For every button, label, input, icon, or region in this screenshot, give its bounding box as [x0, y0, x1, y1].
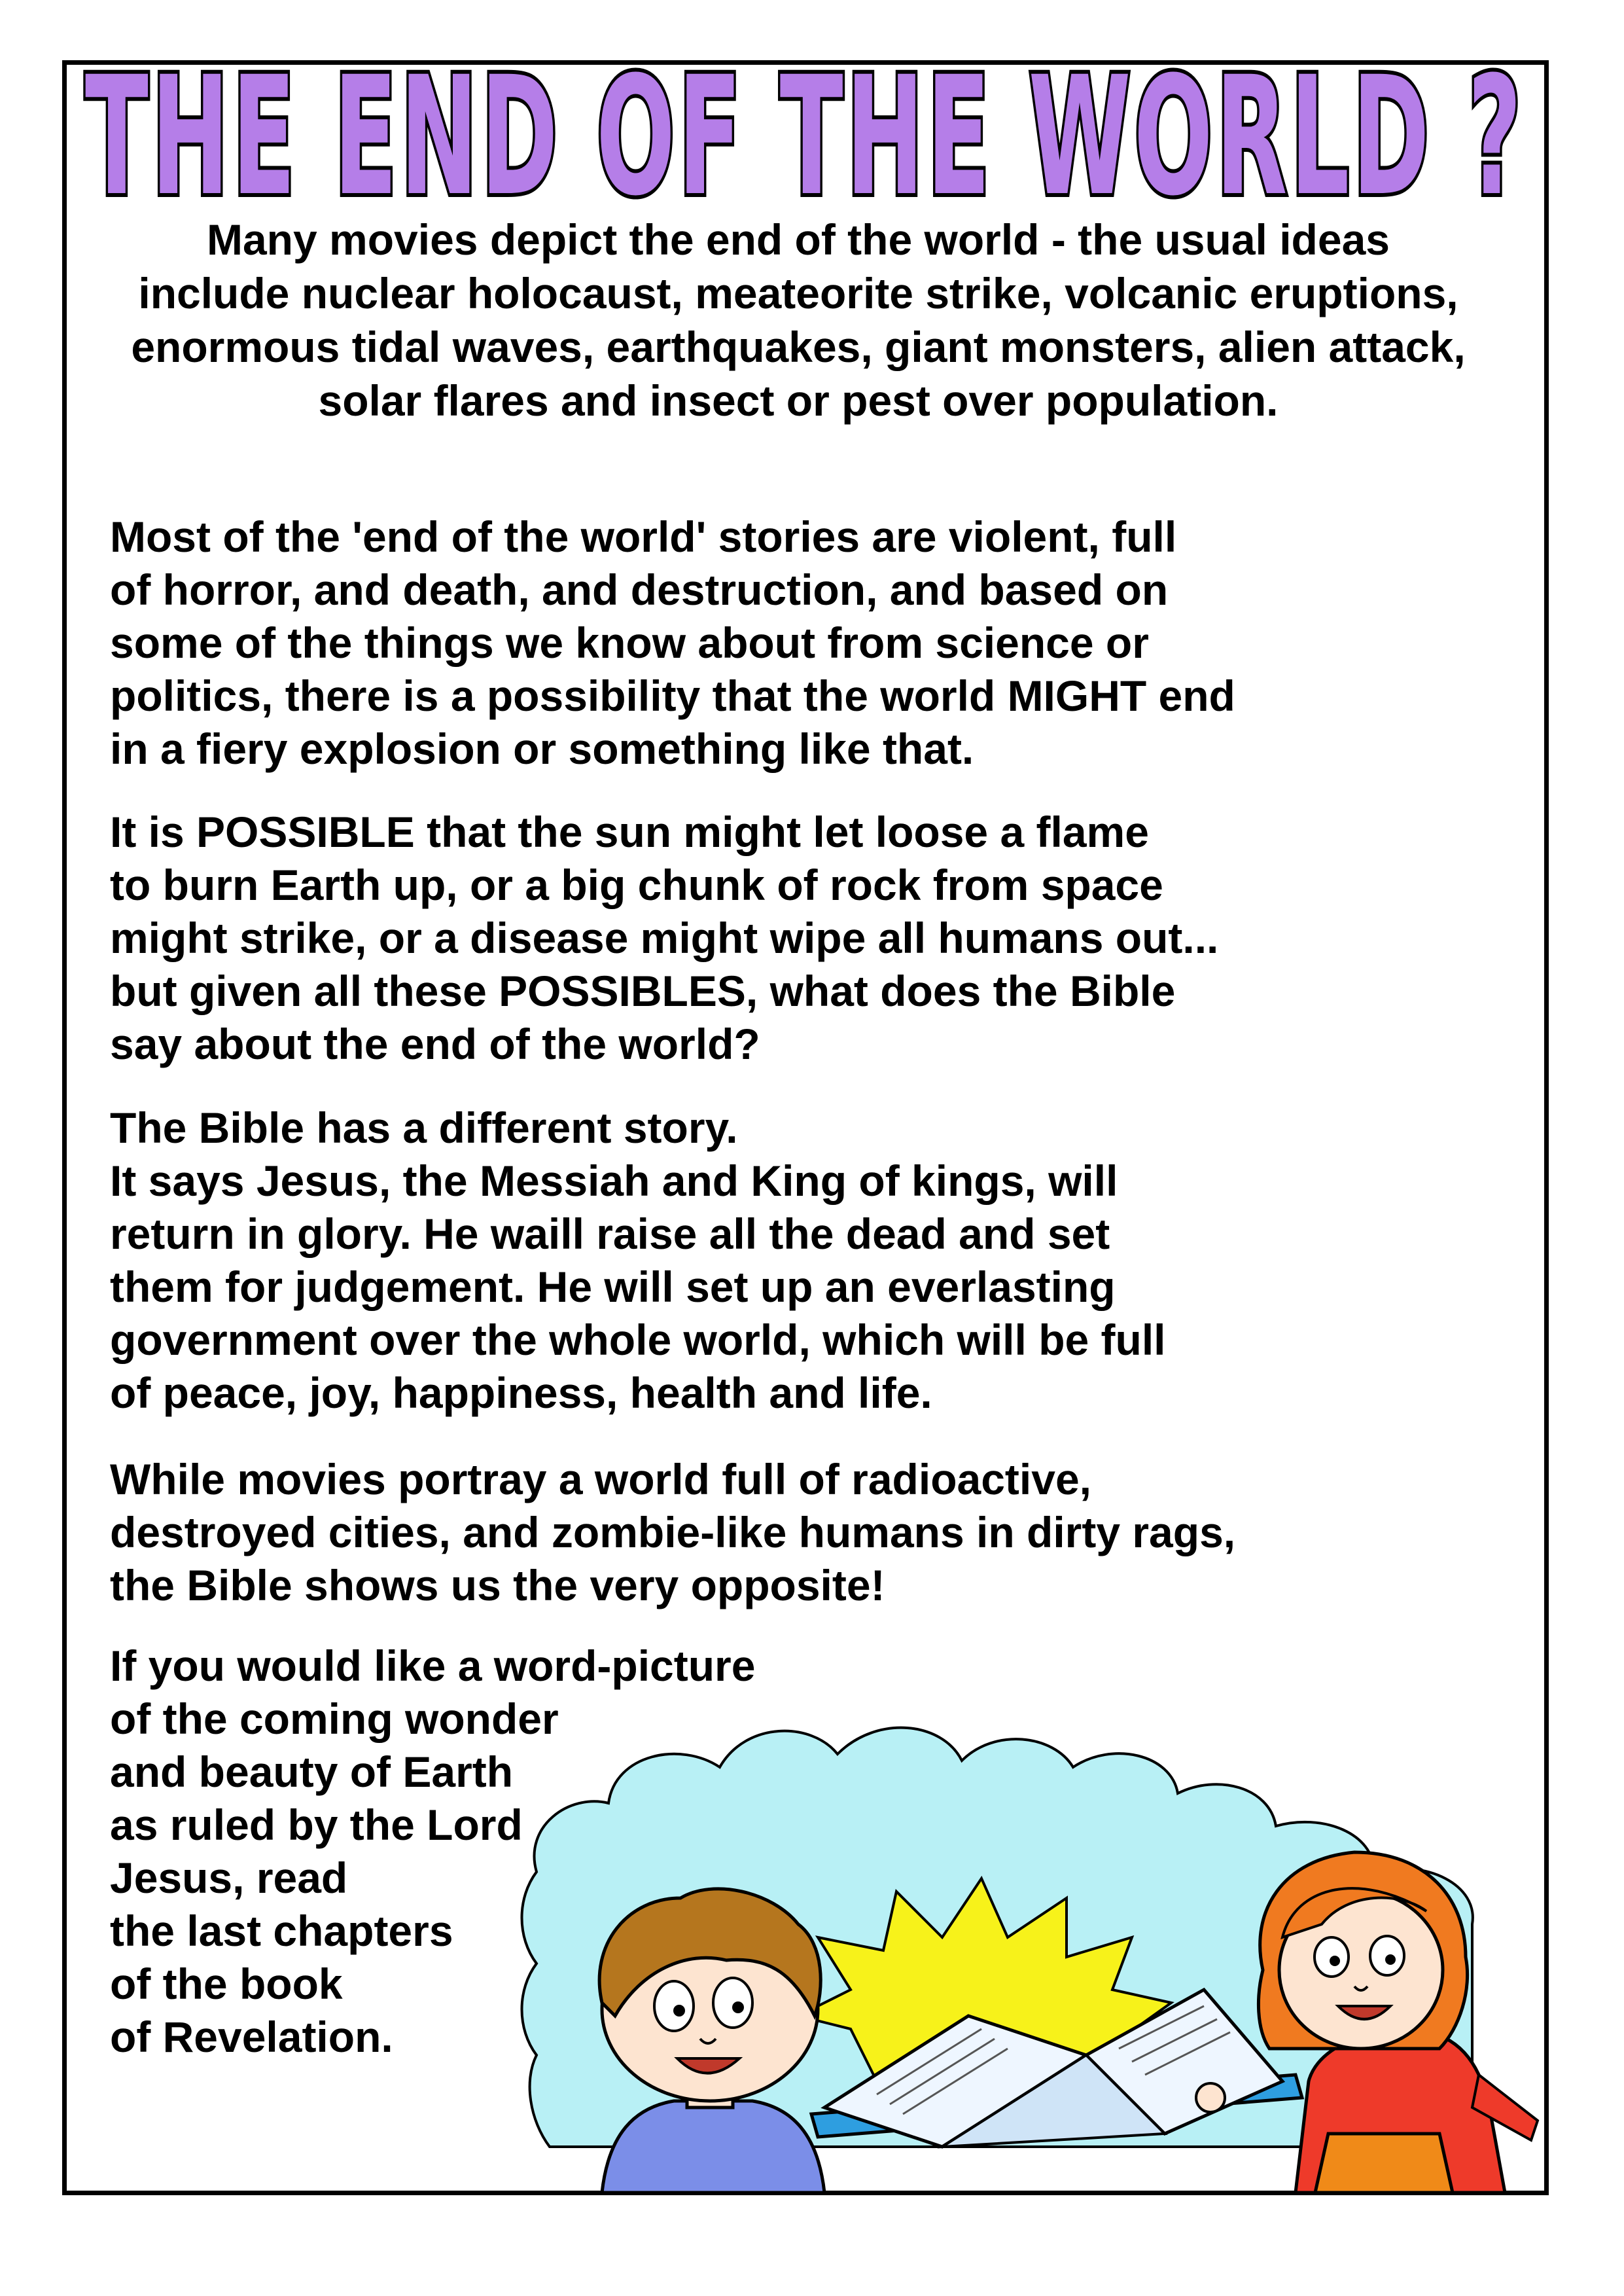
page-title	[72, 26, 1551, 232]
intro-paragraph: Many movies depict the end of the world - the usual ideas include nuclear holocaust, meateorite strike, volcanic eruptions, enormous tidal waves, earthquakes, giant monsters, alien attack, solar flares and insect or pest over population.	[131, 215, 1466, 425]
children-with-bible-illustration	[510, 1662, 1544, 2193]
paragraph-violent-stories: Most of the 'end of the world' stories are violent, full of horror, and death, and destruction, and based on some of the things we know about from science or politics, there is a possibility that the world MIGHT end in a fiery explosion or something like that.	[110, 512, 1235, 773]
paragraph-bible-story: The Bible has a different story. It says Jesus, the Messiah and King of kings, will return in glory. He waill raise all the dead and set them for judgement. He will set up an everlasting government over the whole world, which will be full of peace, joy, happiness, health and life.	[110, 1103, 1166, 1417]
girl-figure	[1258, 1852, 1538, 2193]
paragraph-possibilities: It is POSSIBLE that the sun might let loose a flame to burn Earth up, or a big chunk of rock from space might strike, or a disease might wipe all humans out... but given all these POSSIBLES, what does the Bible say about the end of the world?	[110, 808, 1219, 1068]
title-text: THE END OF THE WORLD ?	[85, 41, 1525, 232]
paragraph-revelation: If you would like a word-picture of the coming wonder and beauty of Earth as ruled by the Lord Jesus, read the last chapters of the book of Revelation.	[110, 1641, 756, 2061]
boy-figure	[599, 1889, 824, 2193]
paragraph-movies-vs-bible: While movies portray a world full of radioactive, destroyed cities, and zombie-like humans in dirty rags, the Bible shows us the very opposite!	[110, 1455, 1236, 1609]
